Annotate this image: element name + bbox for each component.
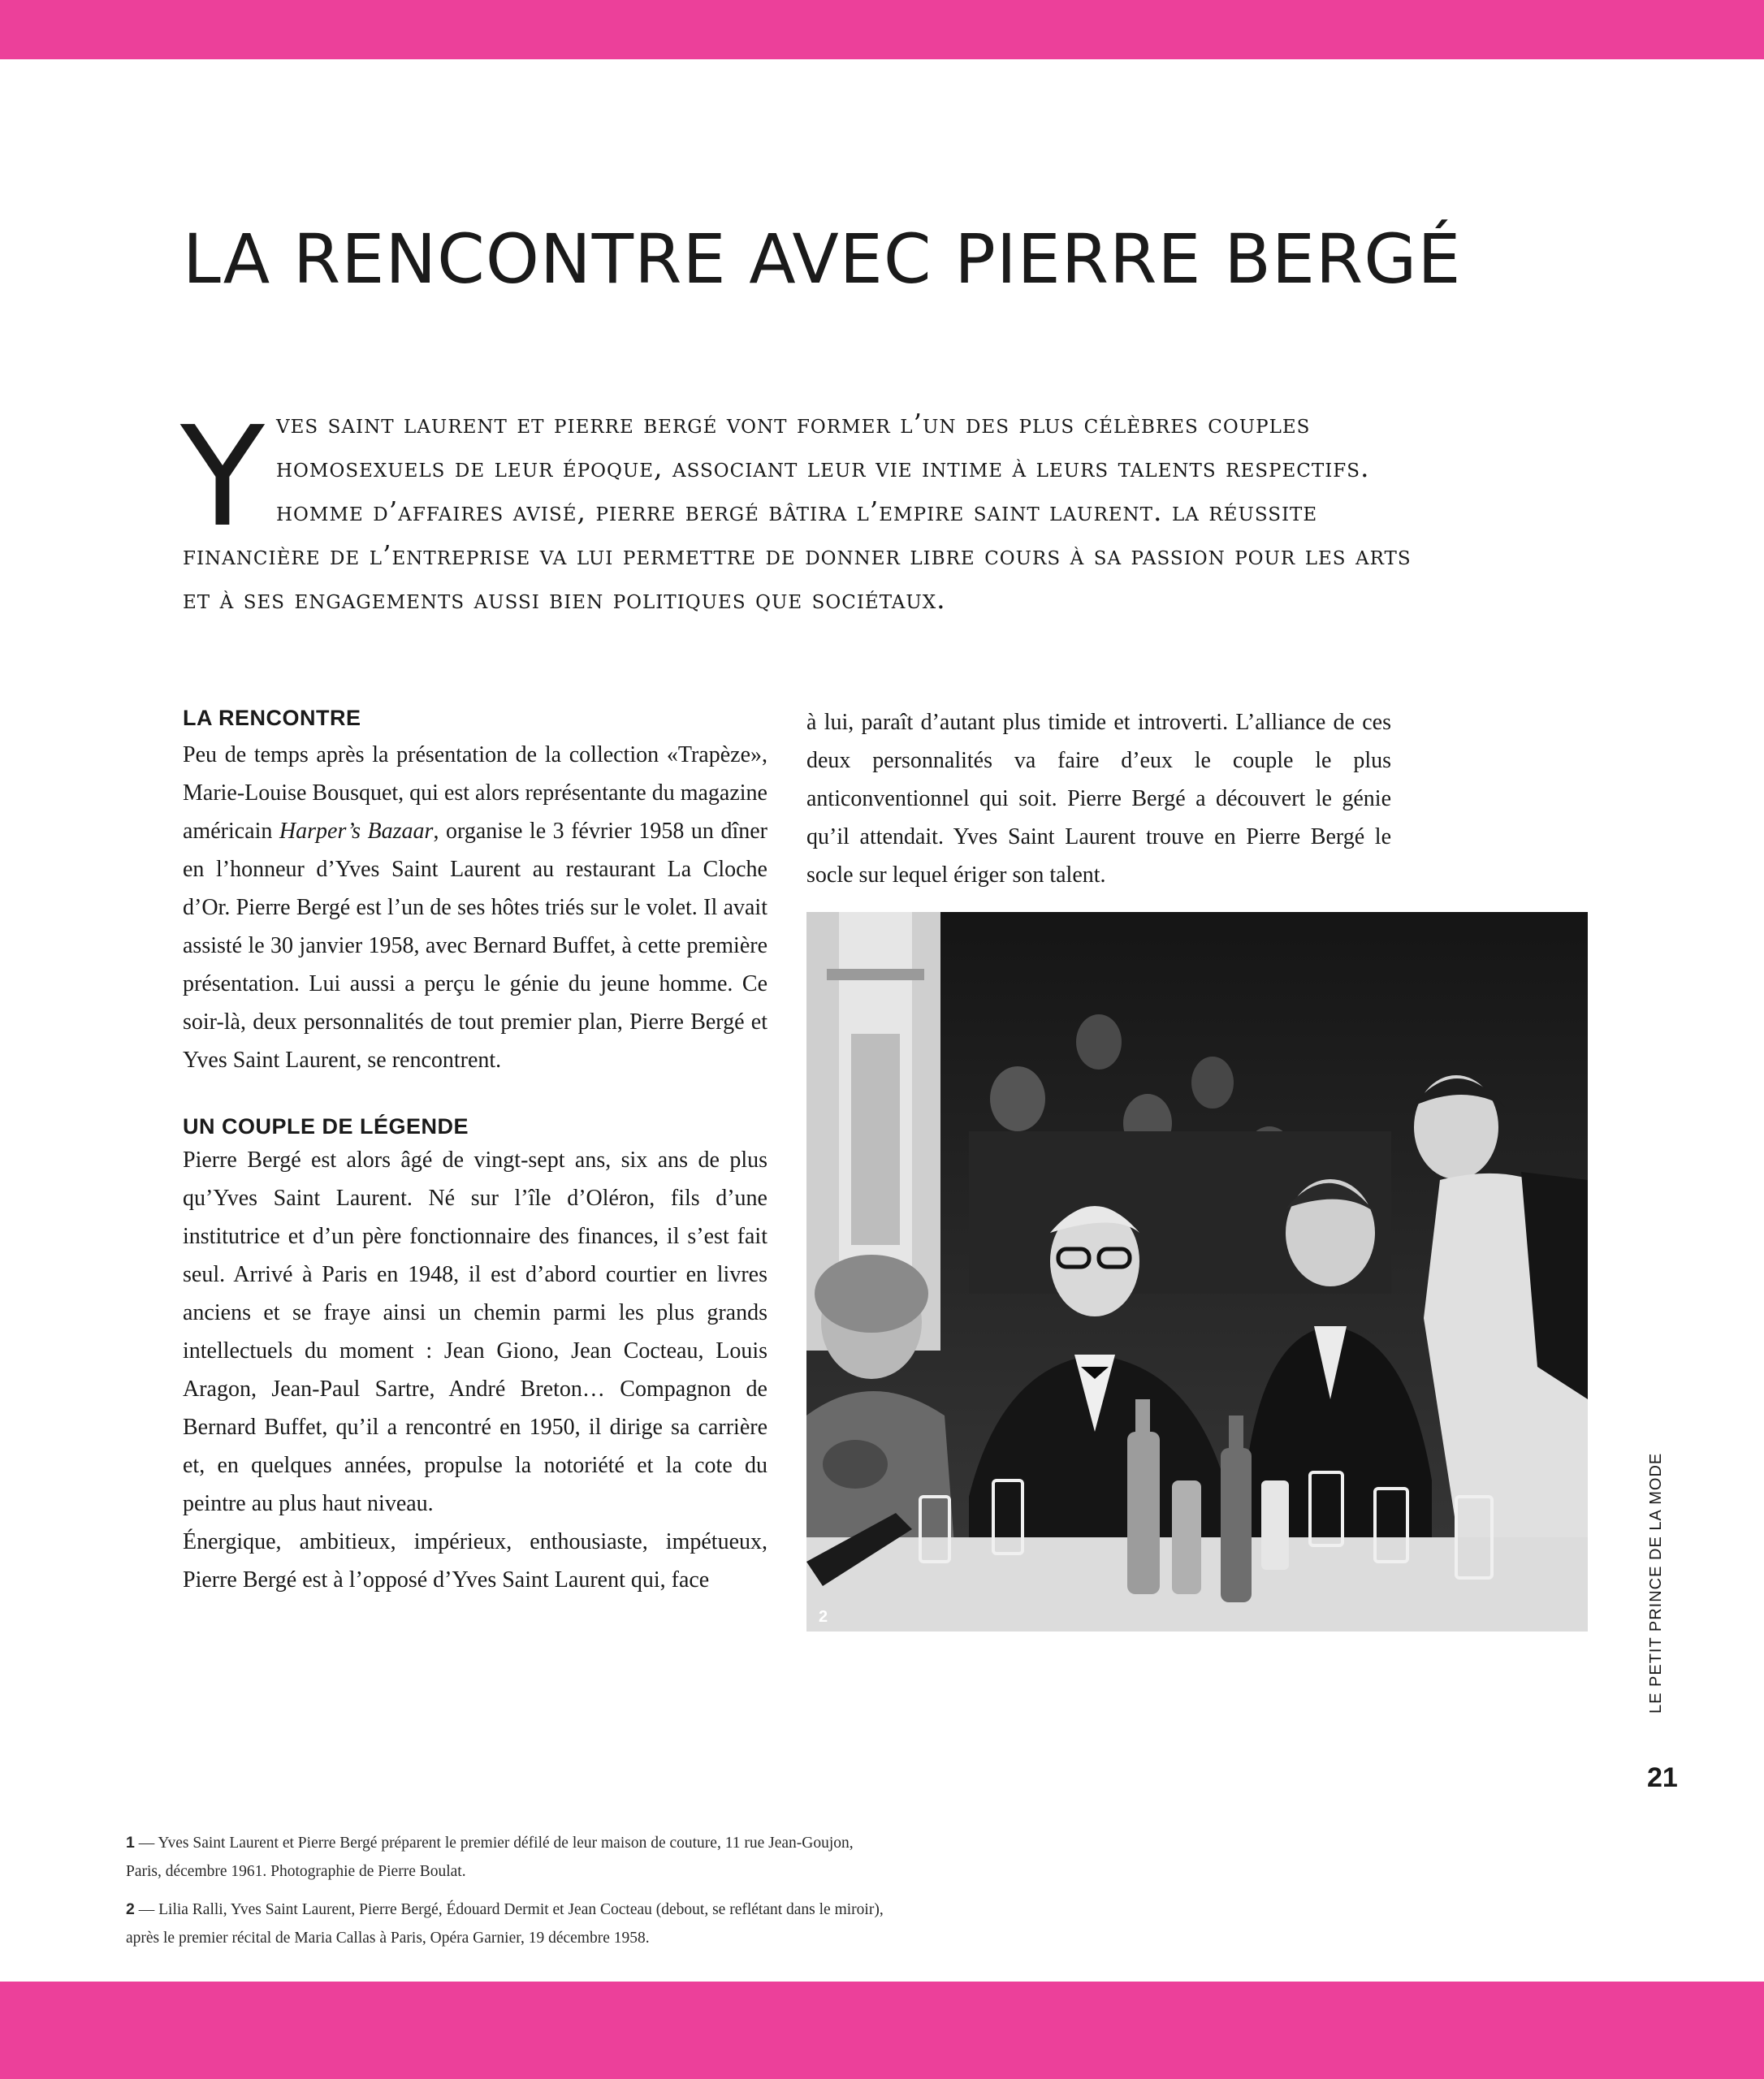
running-head: LE PETIT PRINCE DE LA MODE: [1647, 1452, 1665, 1714]
bottom-color-band: [0, 1982, 1764, 2079]
section-heading-couple: UN COUPLE DE LÉGENDE: [183, 1114, 469, 1139]
photo-illustration: [806, 912, 1588, 1632]
section-heading-rencontre: LA RENCONTRE: [183, 706, 361, 730]
photo-captions: [126, 1829, 889, 1962]
page-title: LA RENCONTRE AVEC PIERRE BERGÉ: [183, 219, 1462, 299]
body-paragraph: à lui, paraît d’autant plus timide et introverti. L’alliance de ces deux personnalités va faire d’eux le couple le plus anticonventionnel qui soit. Pierre Bergé a découvert le génie qu’il attendait. Yves Saint Laurent trouve en Pierre Bergé le socle sur lequel ériger son talent.: [806, 710, 1391, 888]
caption-2: [126, 1895, 889, 1952]
black-and-white-photo: [806, 912, 1588, 1632]
caption-number: 1: [126, 1834, 135, 1852]
top-color-band: [0, 0, 1764, 59]
body-paragraph: [183, 736, 767, 1079]
text-span: Peu de temps après la présentation de la collection «Trapèze», Marie-Louise Bousquet, qui est alors représentante du magazine américain: [183, 742, 767, 844]
intro-line: homme d’affaires avisé, pierre bergé bâtira l’empire saint laurent. la réussite: [276, 495, 1318, 527]
intro-line: homosexuels de leur époque, associant leur vie intime à leurs talents respectifs.: [276, 452, 1370, 483]
text-span: , organise le 3 février 1958 un dîner en l’honneur d’Yves Saint Laurent au restaurant La Cloche d’Or. Pierre Bergé est l’un de ses hôtes triés sur le volet. Il avait assisté le 30 janvier 1958, avec Bernard Buffet, à cette première présentation. Lui aussi a perçu le génie du jeune homme. Ce soir-là, deux personnalités de tout premier plan, Pierre Bergé et Yves Saint Laurent, se rencontrent.: [183, 819, 767, 1073]
body-paragraph: Pierre Bergé est alors âgé de vingt-sept ans, six ans de plus qu’Yves Saint Laurent. Né sur l’île d’Oléron, fils d’une institutrice et d’un père fonctionnaire des finances, il s’est fait seul. Arrivé à Paris en 1948, il est d’abord courtier en livres anciens et se fraye ainsi un chemin parmi les plus grands intellectuels du moment : Jean Giono, Jean Cocteau, Louis Aragon, Jean-Paul Sartre, André Breton… Compagnon de Bernard Buffet, qu’il a rencontré en 1950, il dirige sa carrière et, en quelques années, propulse la notoriété et la cote du peintre au plus haut niveau.: [183, 1148, 767, 1516]
caption-text: — Lilia Ralli, Yves Saint Laurent, Pierre Bergé, Édouard Dermit et Jean Cocteau (debout, se reflétant dans le miroir), après le premier récital de Maria Callas à Paris, Opéra Garnier, 19 décembre 1958.: [126, 1901, 884, 1947]
intro-line: financière de l’entreprise va lui permettre de donner libre cours à sa passion pour les arts: [183, 539, 1412, 571]
left-column: [183, 703, 767, 1599]
body-paragraph: Énergique, ambitieux, impérieux, enthousiaste, impétueux, Pierre Bergé est à l’opposé d’Yves Saint Laurent qui, face: [183, 1529, 767, 1593]
magazine-title: Harper’s Bazaar: [279, 819, 434, 844]
page-number: 21: [1647, 1762, 1678, 1793]
intro-line: ves saint laurent et pierre bergé vont former l’un des plus célèbres couples: [276, 408, 1311, 439]
right-column: [806, 703, 1391, 894]
drop-cap: Y: [180, 397, 265, 558]
intro-line: et à ses engagements aussi bien politiques que sociétaux.: [183, 583, 946, 615]
caption-1: [126, 1829, 889, 1886]
caption-text: — Yves Saint Laurent et Pierre Bergé préparent le premier défilé de leur maison de couture, 11 rue Jean-Goujon, Paris, décembre 1961. Photographie de Pierre Boulat.: [126, 1835, 854, 1880]
photo-number: 2: [819, 1608, 828, 1626]
caption-number: 2: [126, 1900, 135, 1918]
